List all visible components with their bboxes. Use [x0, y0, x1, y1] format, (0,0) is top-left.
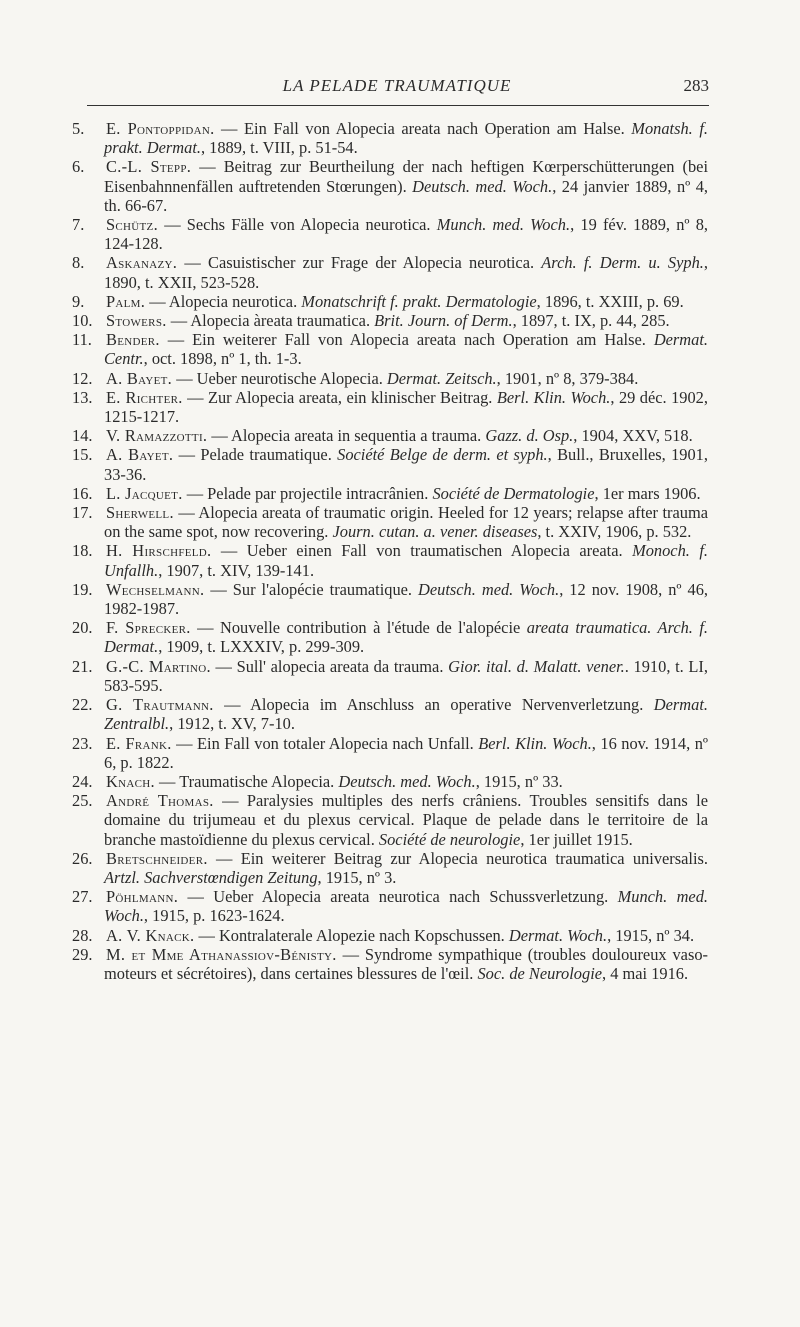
- reference-tail: , 1890, t. XXII, 523-528.: [104, 253, 708, 292]
- reference-item: [72, 791, 708, 849]
- reference-tail: , 1er juillet 1915.: [520, 829, 633, 849]
- reference-author: C.-L. Stepp.: [106, 157, 192, 177]
- reference-author: M. et Mme Athanassiov-Bénisty.: [106, 944, 337, 964]
- reference-number: 21.: [72, 656, 93, 676]
- reference-tail: , 1912, t. XV, 7-10.: [169, 714, 295, 734]
- reference-tail: , 1915, nº 3.: [317, 867, 397, 887]
- reference-text: — Traumatische Alopecia.: [154, 771, 339, 791]
- reference-text: — Beitrag zur Beurtheilung der nach heftigen Kœrperschütterungen (bei Eisenbahnnenfällen auftretenden Stœrungen).: [104, 157, 708, 196]
- reference-item: [72, 541, 708, 580]
- reference-source: Deutsch. med. Woch.: [418, 579, 560, 599]
- reference-number: 26.: [72, 848, 93, 868]
- page-header: [87, 72, 707, 102]
- reference-text: — Alopecia àreata traumatica.: [166, 311, 375, 331]
- reference-item: [72, 887, 708, 926]
- reference-number: 22.: [72, 695, 93, 715]
- reference-author: A. Bayet.: [106, 368, 173, 388]
- reference-item: [72, 503, 708, 542]
- reference-source: Deutsch. med. Woch.: [338, 771, 476, 791]
- reference-text: — Ueber einen Fall von traumatischen Alopecia areata.: [211, 541, 633, 561]
- reference-source: Artzl. Sachverstœndigen Zeitung: [104, 867, 318, 887]
- reference-number: 17.: [72, 503, 93, 523]
- reference-number: 13.: [72, 387, 93, 407]
- reference-source: Berl. Klin. Woch.: [496, 387, 611, 407]
- reference-tail: , 16 nov. 1914, nº 6, p. 1822.: [104, 733, 708, 772]
- reference-source: Arch. f. Derm. u. Syph.: [541, 253, 704, 273]
- reference-source: Dermat. Zeitsch.: [386, 368, 497, 388]
- reference-item: [72, 695, 708, 734]
- reference-text: — Sull' alopecia areata da trauma.: [210, 656, 449, 676]
- reference-number: 14.: [72, 426, 93, 446]
- reference-author: E. Pontoppidan.: [106, 119, 215, 138]
- reference-text: — Ueber Alopecia areata neurotica nach Schussverletzung.: [178, 887, 618, 907]
- reference-tail: , 1897, t. IX, p. 44, 285.: [512, 311, 670, 331]
- reference-source: areata traumatica. Arch. f. Dermat.: [104, 618, 709, 657]
- reference-author: Bretschneider.: [106, 848, 208, 868]
- reference-author: Askanazy.: [106, 253, 178, 273]
- reference-author: Pöhlmann.: [106, 887, 179, 907]
- reference-number: 19.: [72, 579, 93, 599]
- reference-tail: , 12 nov. 1908, nº 46, 1982-1987.: [104, 579, 709, 619]
- reference-number: 10.: [72, 311, 93, 331]
- reference-source: Gior. ital. d. Malatt. vener.: [448, 656, 625, 676]
- reference-author: F. Sprecker.: [106, 618, 191, 638]
- reference-number: 16.: [72, 483, 93, 503]
- reference-item: [72, 579, 709, 619]
- reference-text: — Kontralaterale Alopezie nach Kopschussen.: [194, 925, 509, 945]
- reference-text: — Casuistischer zur Frage der Alopecia neurotica.: [177, 253, 542, 273]
- reference-text: — Syndrome sympathique (troubles douloureux vaso-moteurs et sécrétoires), dans certaines blessures de l'œil.: [104, 944, 708, 983]
- reference-author: Bender.: [106, 330, 160, 350]
- reference-text: — Pelade traumatique.: [173, 445, 338, 465]
- reference-source: Munch. med. Woch.: [104, 887, 708, 926]
- reference-number: 6.: [72, 157, 85, 177]
- reference-text: — Paralysies multiples des nerfs crâniens. Troubles sensitifs dans le domaine du trijumeau et du plexus cervical. Plaque de pelade dans le territoire de la branche mastoïdienne du plexus cervical.: [104, 791, 708, 849]
- reference-text: — Ein weiterer Fall von Alopecia areata nach Operation am Halse.: [159, 330, 654, 350]
- reference-source: Monatsh. f. prakt. Dermat.: [104, 119, 708, 158]
- reference-source: Brit. Journ. of Derm.: [374, 311, 513, 331]
- reference-source: Berl. Klin. Woch.: [478, 733, 592, 753]
- reference-source: Monatschrift f. prakt. Dermatologie: [301, 291, 537, 311]
- reference-source: Dermat. Woch.: [508, 925, 608, 945]
- reference-author: G.-C. Martino.: [106, 656, 211, 676]
- reference-text: — Alopecia neurotica.: [145, 291, 302, 311]
- reference-author: H. Hirschfeld.: [106, 541, 212, 561]
- reference-text: — Ueber neurotische Alopecia.: [172, 368, 387, 388]
- reference-item: [72, 618, 709, 657]
- reference-tail: , 1915, p. 1623-1624.: [143, 906, 285, 926]
- reference-tail: , 19 fév. 1889, nº 8, 124-128.: [104, 215, 708, 254]
- reference-text: — Ein Fall von Alopecia areata nach Operation am Halse.: [214, 119, 632, 138]
- reference-item: [72, 157, 708, 215]
- reference-number: 23.: [72, 733, 93, 753]
- reference-item: [72, 368, 708, 388]
- reference-number: 28.: [72, 925, 93, 945]
- reference-item: [72, 483, 708, 503]
- page-number: 283: [683, 76, 709, 95]
- reference-author: Palm.: [106, 291, 146, 311]
- reference-source: Société Belge de derm. et syph.: [337, 445, 548, 465]
- reference-text: — Nouvelle contribution à l'étude de l'alopécie: [190, 618, 527, 638]
- reference-item: [72, 771, 708, 791]
- reference-tail: , 1907, t. XIV, 139-141.: [158, 560, 315, 580]
- reference-text: — Alopecia areata of traumatic origin. Heeled for 12 years; relapse after trauma on the same spot, now recovering.: [104, 503, 708, 542]
- running-title: LA PELADE TRAUMATIQUE: [282, 76, 512, 95]
- reference-tail: , 4 mai 1916.: [602, 963, 689, 983]
- reference-item: [72, 215, 708, 254]
- reference-author: Sherwell.: [106, 503, 174, 523]
- reference-source: Monoch. f. Unfallh.: [104, 541, 708, 580]
- reference-text: — Pelade par projectile intracrânien.: [182, 483, 433, 503]
- reference-author: André Thomas.: [106, 791, 214, 811]
- reference-tail: , 1904, XXV, 518.: [573, 426, 693, 446]
- reference-source: Journ. cutan. a. vener. diseases: [332, 522, 538, 542]
- reference-tail: , 1915, nº 34.: [607, 925, 695, 945]
- reference-number: 9.: [72, 291, 85, 311]
- reference-text: — Sur l'alopécie traumatique.: [204, 579, 419, 599]
- reference-text: — Ein weiterer Beitrag zur Alopecia neurotica traumatica universalis.: [207, 848, 708, 868]
- reference-tail: , t. XXIV, 1906, p. 532.: [537, 522, 692, 542]
- reference-number: 8.: [72, 253, 85, 273]
- reference-source: Gazz. d. Osp.: [485, 426, 574, 446]
- reference-item: [72, 656, 708, 695]
- reference-number: 25.: [72, 791, 93, 811]
- reference-number: 5.: [72, 119, 85, 138]
- reference-item: [72, 119, 708, 158]
- reference-number: 18.: [72, 541, 93, 561]
- reference-tail: , 1889, t. VIII, p. 51-54.: [200, 138, 358, 158]
- reference-number: 29.: [72, 944, 93, 964]
- reference-source: Dermat. Zentralbl.: [104, 695, 708, 734]
- reference-text: — Alopecia im Anschluss an operative Nervenverletzung.: [213, 695, 654, 715]
- reference-tail: , 1896, t. XXIII, p. 69.: [536, 291, 684, 311]
- reference-item: [72, 848, 708, 887]
- reference-source: Munch. med. Woch.: [436, 215, 571, 235]
- reference-tail: , 1909, t. LXXXIV, p. 299-309.: [158, 637, 365, 657]
- reference-item: [72, 330, 708, 369]
- reference-item: [72, 253, 708, 292]
- reference-author: Schütz.: [106, 215, 158, 235]
- reference-tail: . 1910, t. LI, 583-595.: [104, 656, 708, 695]
- reference-source: Deutsch. med. Woch.: [412, 176, 553, 196]
- reference-author: E. Frank.: [106, 733, 172, 753]
- reference-number: 11.: [72, 330, 92, 350]
- reference-item: [72, 445, 708, 484]
- reference-item: [72, 426, 708, 446]
- reference-tail: , 1901, nº 8, 379-384.: [496, 368, 639, 388]
- reference-author: G. Trautmann.: [106, 695, 214, 715]
- reference-item: [72, 944, 708, 983]
- reference-author: A. Bayet.: [106, 445, 174, 465]
- reference-list: [72, 119, 709, 983]
- reference-author: Wechselmann.: [106, 579, 205, 599]
- reference-item: [72, 291, 708, 311]
- reference-author: E. Richter.: [106, 387, 183, 407]
- header-rule: [87, 105, 709, 106]
- reference-author: V. Ramazzotti.: [106, 426, 208, 446]
- reference-source: Dermat. Centr.: [104, 330, 708, 369]
- reference-item: [72, 387, 708, 427]
- reference-author: L. Jacquet.: [106, 483, 183, 503]
- reference-text: — Ein Fall von totaler Alopecia nach Unfall.: [171, 733, 479, 753]
- reference-number: 20.: [72, 618, 93, 638]
- reference-tail: , 1er mars 1906.: [594, 483, 701, 503]
- reference-item: [72, 733, 708, 772]
- reference-number: 15.: [72, 445, 93, 465]
- reference-text: — Alopecia areata in sequentia a trauma.: [207, 426, 486, 446]
- reference-tail: , 24 janvier 1889, nº 4, th. 66-67.: [104, 176, 708, 215]
- reference-author: A. V. Knack.: [106, 925, 195, 945]
- reference-text: — Sechs Fälle von Alopecia neurotica.: [157, 215, 437, 235]
- reference-text: — Zur Alopecia areata, ein klinischer Beitrag.: [182, 387, 497, 407]
- reference-author: Knach.: [106, 771, 155, 791]
- reference-number: 24.: [72, 771, 93, 791]
- reference-number: 12.: [72, 368, 93, 388]
- reference-source: Soc. de Neurologie: [477, 963, 603, 983]
- reference-item: [72, 925, 708, 945]
- reference-tail: , oct. 1898, nº 1, th. 1-3.: [143, 349, 302, 369]
- reference-item: [72, 311, 708, 331]
- reference-tail: , 29 déc. 1902, 1215-1217.: [104, 387, 708, 427]
- reference-number: 7.: [72, 215, 85, 235]
- reference-source: Société de Dermatologie: [432, 483, 595, 503]
- reference-source: Société de neurologie: [378, 829, 521, 849]
- reference-tail: , 1915, nº 33.: [475, 771, 563, 791]
- reference-number: 27.: [72, 887, 93, 907]
- reference-tail: , Bull., Bruxelles, 1901, 33-36.: [104, 445, 708, 484]
- reference-author: Stowers.: [106, 311, 167, 331]
